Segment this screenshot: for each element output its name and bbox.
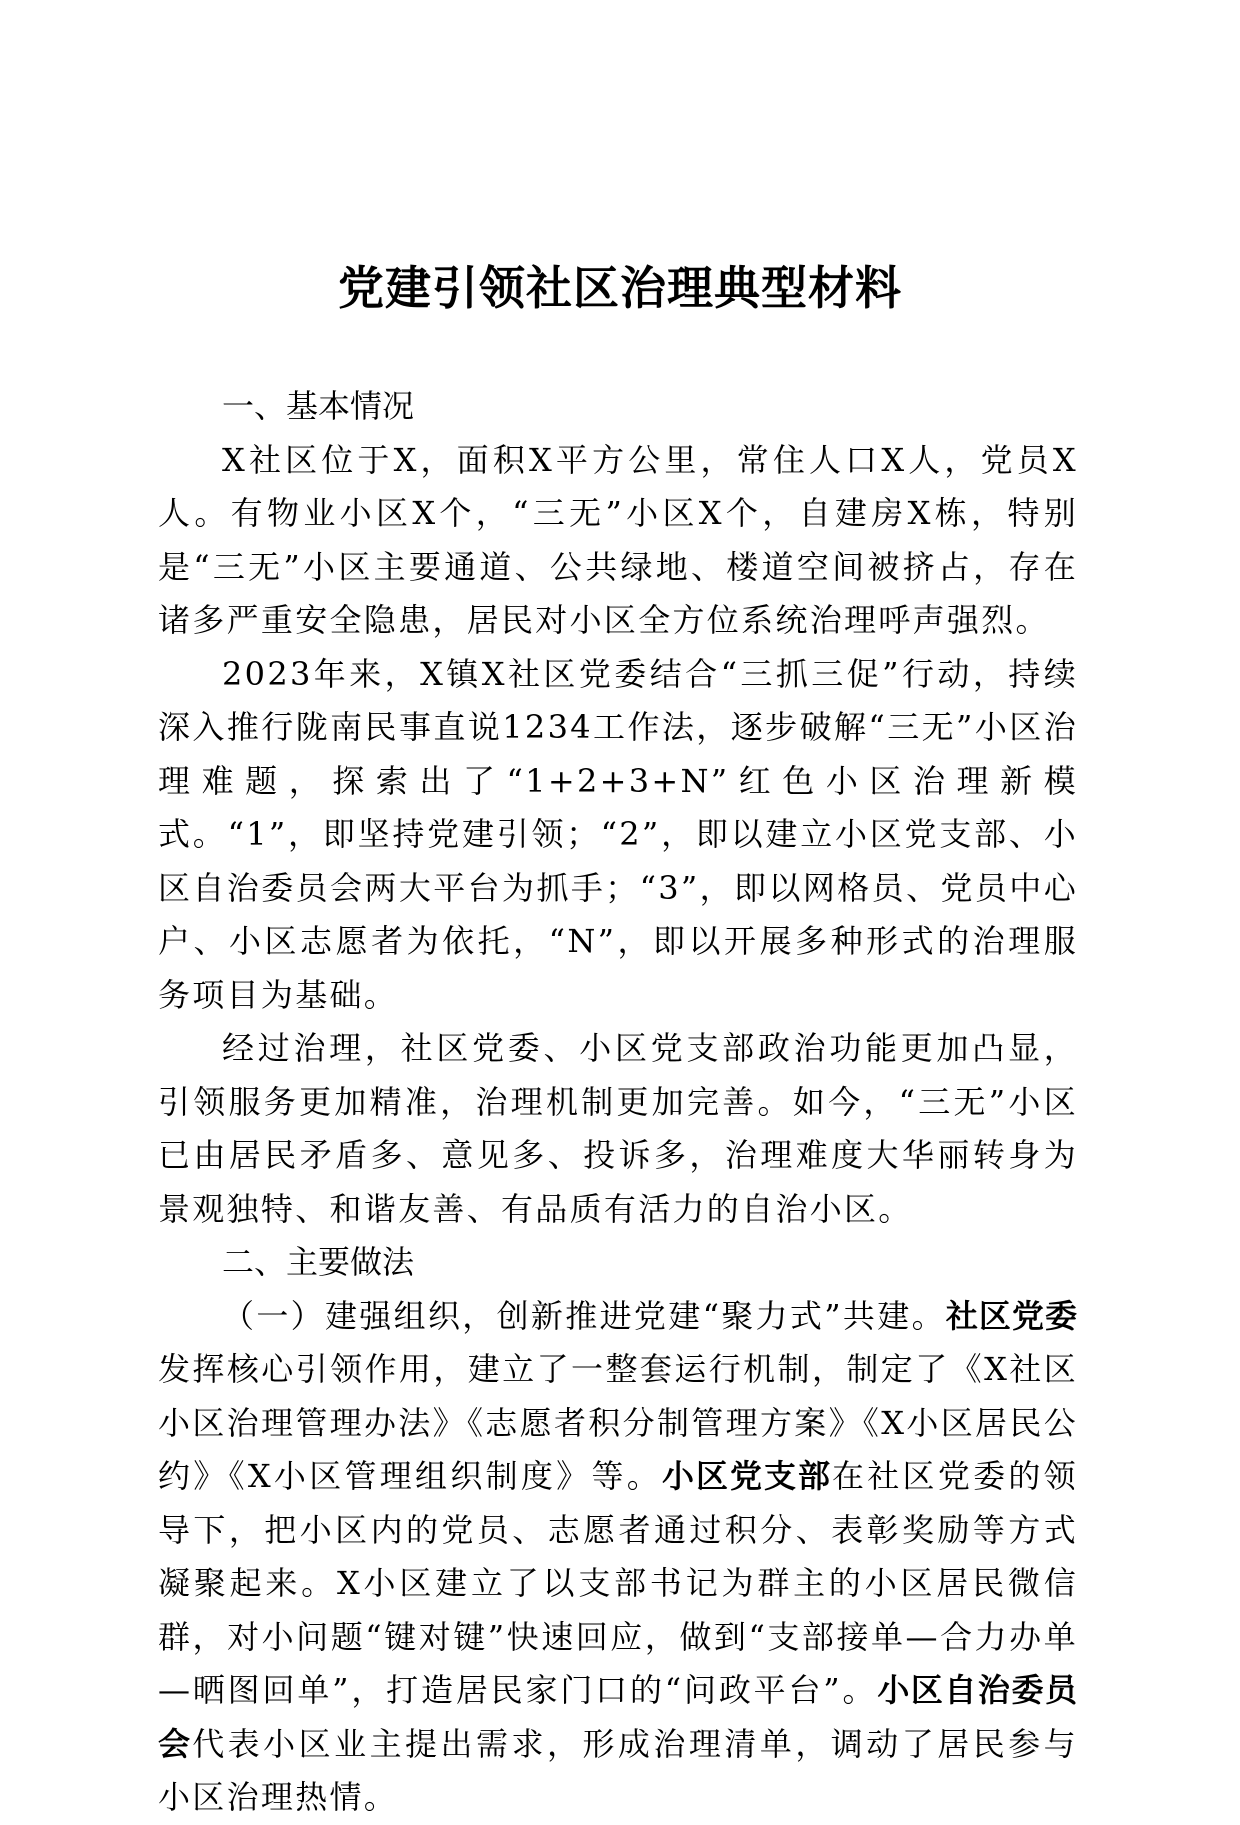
paragraph-text-segment: 在社区党委的领导下，把小区内的党员、志愿者通过积分、表彰奖励等方式凝聚起来。X小区建立了以支部书记为群主的小区居民微信群，对小问题“键对键”快速回应，做到“支部接单—合力办单—晒图回单”，打造居民家门口的“问政平台”。 — [158, 1457, 1078, 1709]
paragraph-organization-building — [158, 1290, 1078, 1825]
paragraph-text-segment: 发挥核心引领作用，建立了一整套运行机制，制定了《X社区小区治理管理办法》《志愿者积分制管理方案》《X小区居民公约》《X小区管理组织制度》等。 — [158, 1350, 1078, 1495]
document-title: 党建引领社区治理典型材料 — [338, 261, 902, 315]
document-body — [158, 380, 1078, 1825]
paragraph-text-segment: 代表小区业主提出需求，形成治理清单，调动了居民参与小区治理热情。 — [158, 1724, 1078, 1816]
paragraph-community-overview: X社区位于X，面积X平方公里，常住人口X人，党员X人。有物业小区X个，“三无”小区X个，自建房X栋，特别是“三无”小区主要通道、公共绿地、楼道空间被挤占，存在诸多严重安全隐患，居民对小区全方位系统治理呼声强烈。 — [158, 440, 1078, 639]
paragraph-governance-model: 2023年来，X镇X社区党委结合“三抓三促”行动，持续深入推行陇南民事直说1234工作法，逐步破解“三无”小区治理难题，探索出了“1+2+3+N”红色小区治理新模式。“1”，即坚持党建引领；“2”，即以建立小区党支部、小区自治委员会两大平台为抓手；“3”，即以网格员、党员中心户、小区志愿者为依托，“N”，即以开展多种形式的治理服务项目为基础。 — [158, 654, 1078, 1014]
bold-term-autonomy-committee: 小区自治委员会 — [158, 1671, 1078, 1763]
section-heading-basic-info: 一、基本情况 — [222, 387, 415, 425]
bold-term-party-branch: 小区党支部 — [662, 1457, 832, 1495]
practice-subheading: （一）建强组织，创新推进党建“聚力式”共建。 — [222, 1296, 946, 1335]
paragraph-governance-results: 经过治理，社区党委、小区党支部政治功能更加凸显，引领服务更加精准，治理机制更加完善。如今，“三无”小区已由居民矛盾多、意见多、投诉多，治理难度大华丽转身为景观独特、和谐友善、有品质有活力的自治小区。 — [158, 1029, 1078, 1228]
bold-term-community-party-committee: 社区党委 — [945, 1296, 1078, 1335]
section-heading-main-practices: 二、主要做法 — [222, 1243, 415, 1281]
